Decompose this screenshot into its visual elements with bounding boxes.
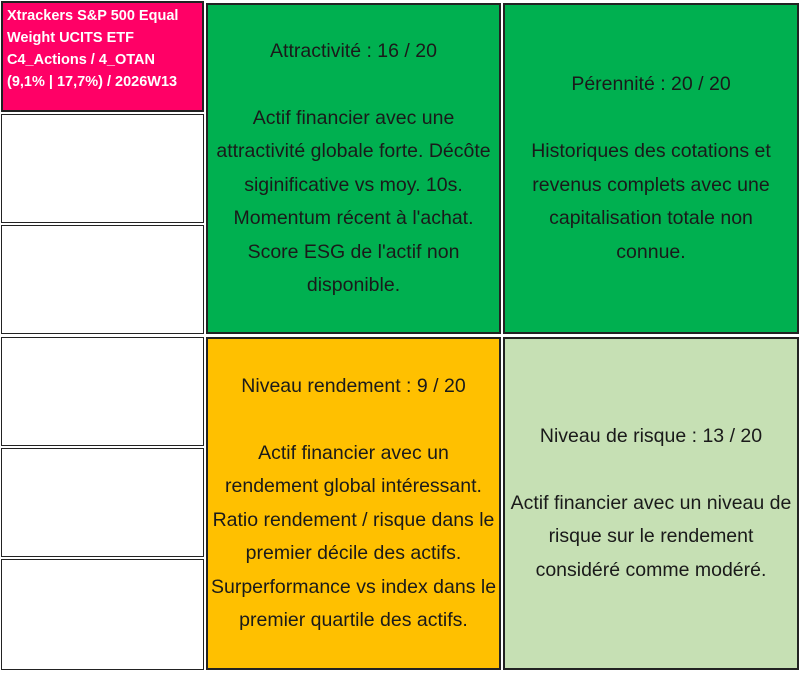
perennite-line-1: Historiques des cotations et xyxy=(531,140,771,162)
attractivite-line-4: Momentum récent à l'achat. xyxy=(233,207,474,229)
side-cell-2[interactable] xyxy=(1,225,204,334)
attractivite-line-6: disponible. xyxy=(306,274,401,296)
perennite-line-2: revenus complets avec une xyxy=(532,173,770,196)
side-cell-4[interactable] xyxy=(1,448,204,557)
perennite-line-3: capitalisation totale non xyxy=(549,207,753,229)
asset-title-cell[interactable] xyxy=(1,1,204,112)
attractivite-line-3: siginificative vs moy. 10s. xyxy=(244,173,463,196)
risque-line-1: Actif financier avec un niveau de xyxy=(510,491,792,514)
rendement-line-3: Ratio rendement / risque dans le xyxy=(212,508,495,531)
asset-title-line-3: C4_Actions / 4_OTAN xyxy=(7,52,155,68)
perennite-panel[interactable] xyxy=(503,3,799,334)
side-cell-1[interactable] xyxy=(1,114,204,223)
rendement-line-2: rendement global intéressant. xyxy=(225,475,482,497)
asset-title-line-2: Weight UCITS ETF xyxy=(7,30,135,46)
risque-heading: Niveau de risque : 13 / 20 xyxy=(539,424,763,447)
risque-line-3: considéré comme modéré. xyxy=(535,558,767,581)
rendement-line-1: Actif financier avec un xyxy=(258,441,449,464)
rendement-panel[interactable] xyxy=(206,337,501,670)
attractivite-panel[interactable] xyxy=(206,3,501,334)
attractivite-line-5: Score ESG de l'actif non xyxy=(247,240,460,263)
attractivite-line-2: attractivité globale forte. Décôte xyxy=(216,140,491,162)
risque-panel[interactable] xyxy=(503,337,799,670)
asset-title-line-1: Xtrackers S&P 500 Equal xyxy=(7,8,179,24)
perennite-line-4: connue. xyxy=(616,240,686,263)
perennite-heading: Pérennité : 20 / 20 xyxy=(571,73,731,95)
attractivite-heading: Attractivité : 16 / 20 xyxy=(270,39,437,62)
side-cell-5[interactable] xyxy=(1,559,204,670)
rendement-line-6: premier quartile des actifs. xyxy=(239,609,468,631)
rendement-line-4: premier décile des actifs. xyxy=(245,542,462,564)
rendement-line-5: Surperformance vs index dans le xyxy=(210,575,497,598)
asset-title-line-4: (9,1% | 17,7%) / 2026W13 xyxy=(7,74,178,90)
attractivite-line-1: Actif financier avec une xyxy=(252,106,455,129)
rendement-heading: Niveau rendement : 9 / 20 xyxy=(241,374,466,397)
side-cell-3[interactable] xyxy=(1,337,204,446)
risque-line-2: risque sur le rendement xyxy=(548,525,754,548)
